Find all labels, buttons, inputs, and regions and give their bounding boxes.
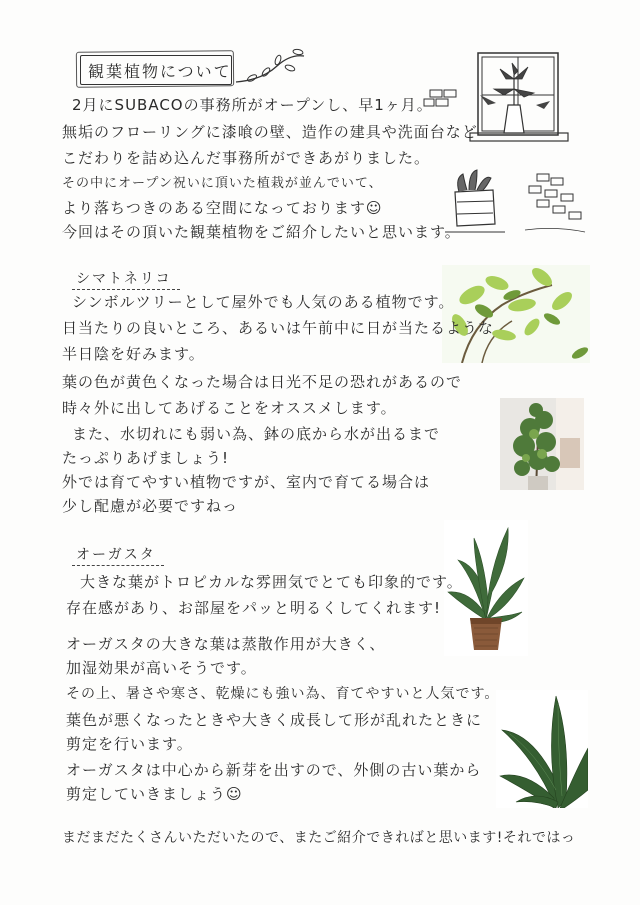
intro-line-6: 今回はその頂いた観葉植物をご紹介したいと思います。 (62, 223, 461, 241)
vine-doodle-icon (232, 48, 312, 88)
section-heading-shimatoneriko: シマトネリコ (76, 268, 172, 288)
augusta-line-b7: 剪定していきましょう☺ (66, 785, 243, 803)
shimatoneriko-line-5: 時々外に出してあげることをオススメします。 (62, 399, 397, 417)
shimatoneriko-indoor-photo (500, 398, 584, 490)
window-plant-doodle-icon (420, 45, 600, 165)
augusta-line-b3: その上、暑さや寒さ、乾燥にも強い為、育てやすいと人気です。 (66, 686, 500, 702)
augusta-line-b4: 葉色が悪くなったときや大きく成長して形が乱れたときに (66, 711, 483, 729)
intro-line-2: 無垢のフローリングに漆喰の壁、造作の建具や洗面台など (62, 123, 478, 141)
intro-line-4: その中にオープン祝いに頂いた植栽が並んでいて、 (62, 176, 383, 191)
page-title: 観葉植物について (88, 62, 232, 81)
intro-line-1: 2月にSUBACOの事務所がオープンし、早1ヶ月。 (72, 96, 433, 114)
shimatoneriko-leaves-photo (442, 265, 590, 363)
intro-line-3: こだわりを詰め込んだ事務所ができあがりました。 (62, 149, 431, 167)
closing-line: まだまだたくさんいただいたので、またご紹介できればと思います!それではっ (62, 830, 576, 846)
shimatoneriko-line-9: 少し配慮が必要ですねっ (62, 497, 239, 515)
section-heading-augusta: オーガスタ (76, 544, 156, 564)
augusta-closeup-photo (496, 690, 588, 808)
shimatoneriko-line-2: 日当たりの良いところ、あるいは午前中に日が当たるような (62, 319, 495, 337)
succulent-box-doodle-icon (445, 168, 605, 248)
shimatoneriko-line-4: 葉の色が黄色くなった場合は日光不足の恐れがあるので (62, 373, 463, 391)
augusta-line-a2: 存在感があり、お部屋をパッと明るくしてくれます! (66, 599, 442, 617)
augusta-line-b5: 剪定を行います。 (66, 735, 193, 753)
augusta-line-b1: オーガスタの大きな葉は蒸散作用が大きく、 (66, 635, 386, 653)
shimatoneriko-line-1: シンボルツリーとして屋外でも人気のある植物です。 (72, 293, 455, 311)
augusta-line-b6: オーガスタは中心から新芽を出すので、外側の古い葉から (66, 761, 482, 779)
augusta-line-b2: 加湿効果が高いそうです。 (66, 659, 257, 677)
augusta-line-a1: 大きな葉がトロピカルな雰囲気でとても印象的です。 (80, 573, 463, 591)
shimatoneriko-line-8: 外では育てやすい植物ですが、室内で育てる場合は (62, 473, 431, 491)
shimatoneriko-line-6: また、水切れにも弱い為、鉢の底から水が出るまで (72, 425, 441, 443)
shimatoneriko-line-3: 半日陰を好みます。 (62, 345, 205, 363)
intro-line-5: より落ちつきのある空間になっております☺ (62, 199, 383, 217)
shimatoneriko-line-7: たっぷりあげましょう! (62, 449, 230, 467)
